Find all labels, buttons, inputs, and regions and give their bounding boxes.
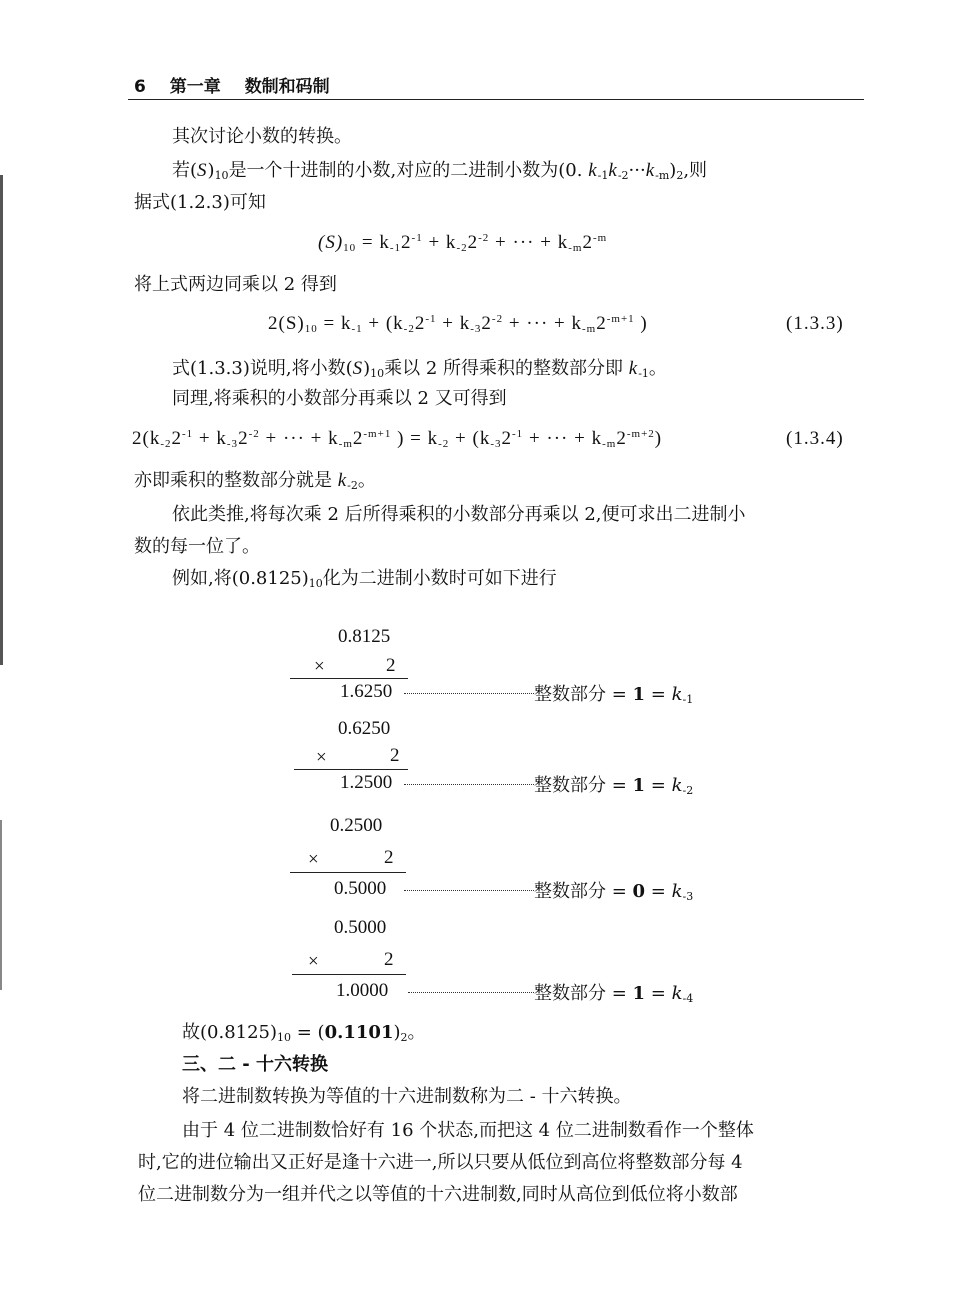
equation-1-3-4: $2(k_{-2}2^{-1} + k_{-3}2^{-2}$ + ··· + $k_{-m}2^{-m+1}$ ) = $k_{-2} + (k_{-3}2^{-1}$ + ··· + $k_{-m}2^{-m+2}$) [132,428,663,450]
paragraph-similarly: 同理,将乘积的小数部分再乘以 2 又可得到 [172,388,507,409]
step-4-rule [292,974,406,975]
scan-edge-mark [0,175,3,665]
step-3-result: 整数部分 = $0 = k_{-3}$ [534,881,694,903]
step-4-result: 整数部分 = $1 = k_{-4}$ [534,983,694,1005]
step-1-result: 整数部分 = $1 = k_{-1}$ [534,684,694,706]
section-heading-binary-hex: 三、二 - 十六转换 [182,1054,329,1075]
paragraph-intro: 其次讨论小数的转换。 [172,126,352,147]
paragraph-decimal-fraction: 若$(S)_{10}$是一个十进制的小数,对应的二进制小数为(0. $k_{-1}k_{-2}\cdot\cdot\cdot k_{-m})_2$,则 [172,160,708,182]
step-1-times-sign: × [314,656,325,677]
step-3-multiplier: 2 [384,847,394,868]
paragraph-explanation: 式(1.3.3)说明,将小数$(S)_{10}$乘以 2 所得乘积的整数部分即 $k_{-1}$。 [172,358,667,380]
step-4-times-sign: × [308,951,319,972]
paragraph-decimal-fraction-cont: 据式(1.2.3)可知 [134,192,266,213]
equation-number-1-3-3: (1.3.3) [786,313,844,334]
step-2-product: 1.2500 [340,772,393,793]
paragraph-binary-hex-line2: 时,它的进位输出又正好是逢十六进一,所以只要从低位到高位将整数部分每 4 [138,1152,743,1173]
equation-number-1-3-4: (1.3.4) [786,428,844,449]
equation-1-3-3: $2(S)_{10} = k_{-1} + (k_{-2}2^{-1} + k_{-3}2^{-2}$ + ··· + $k_{-m}2^{-m+1}$ ) [268,313,648,335]
paragraph-binary-hex-def: 将二进制数转换为等值的十六进制数称为二 - 十六转换。 [182,1086,632,1107]
step-4-product: 1.0000 [336,980,389,1001]
paragraph-repeat-line1: 依此类推,将每次乘 2 后所得乘积的小数部分再乘以 2,便可求出二进制小 [172,504,746,525]
step-3-product: 0.5000 [334,878,387,899]
step-1-leader [404,693,534,694]
step-1-multiplier: 2 [386,655,396,676]
step-4-leader [408,992,534,993]
step-2-multiplier: 2 [390,745,400,766]
step-3-rule [290,872,406,873]
chapter-label: 第一章 [169,77,221,97]
step-2-result: 整数部分 = $1 = k_{-2}$ [534,775,694,797]
page-number: 6 [134,77,146,97]
step-1-product: 1.6250 [340,681,393,702]
step-3-times-sign: × [308,849,319,870]
paragraph-multiply: 将上式两边同乘以 2 得到 [134,274,337,295]
step-1-multiplicand: 0.8125 [338,626,391,647]
paragraph-integer-part: 亦即乘积的整数部分就是 $k_{-2}$。 [134,470,376,492]
step-3-leader [404,890,534,891]
step-2-times-sign: × [316,747,327,768]
chapter-title: 数制和码制 [244,77,330,97]
paragraph-binary-hex-line1: 由于 4 位二进制数恰好有 16 个状态,而把这 4 位二进制数看作一个整体 [182,1120,754,1141]
conversion-result: 故$(0.8125)_{10} = (0.1101)_2$。 [182,1022,426,1044]
paragraph-example: 例如,将$(0.8125)_{10}$化为二进制小数时可如下进行 [172,568,557,590]
step-3-multiplicand: 0.2500 [330,815,383,836]
step-2-multiplicand: 0.6250 [338,718,391,739]
paragraph-repeat-line2: 数的每一位了。 [134,536,260,557]
paragraph-binary-hex-line3: 位二进制数分为一组并代之以等值的十六进制数,同时从高位到低位将小数部 [138,1184,738,1205]
step-2-leader [404,784,534,785]
step-4-multiplicand: 0.5000 [334,917,387,938]
step-1-rule [290,678,408,679]
header-rule [128,99,864,100]
step-4-multiplier: 2 [384,949,394,970]
running-header [134,72,330,97]
step-2-rule [294,769,408,770]
equation-1: $(S)_{10} = k_{-1}2^{-1} + k_{-2}2^{-2}$ + ··· + $k_{-m}2^{-m}$ [318,232,608,254]
scan-edge-mark-lower [0,820,2,990]
